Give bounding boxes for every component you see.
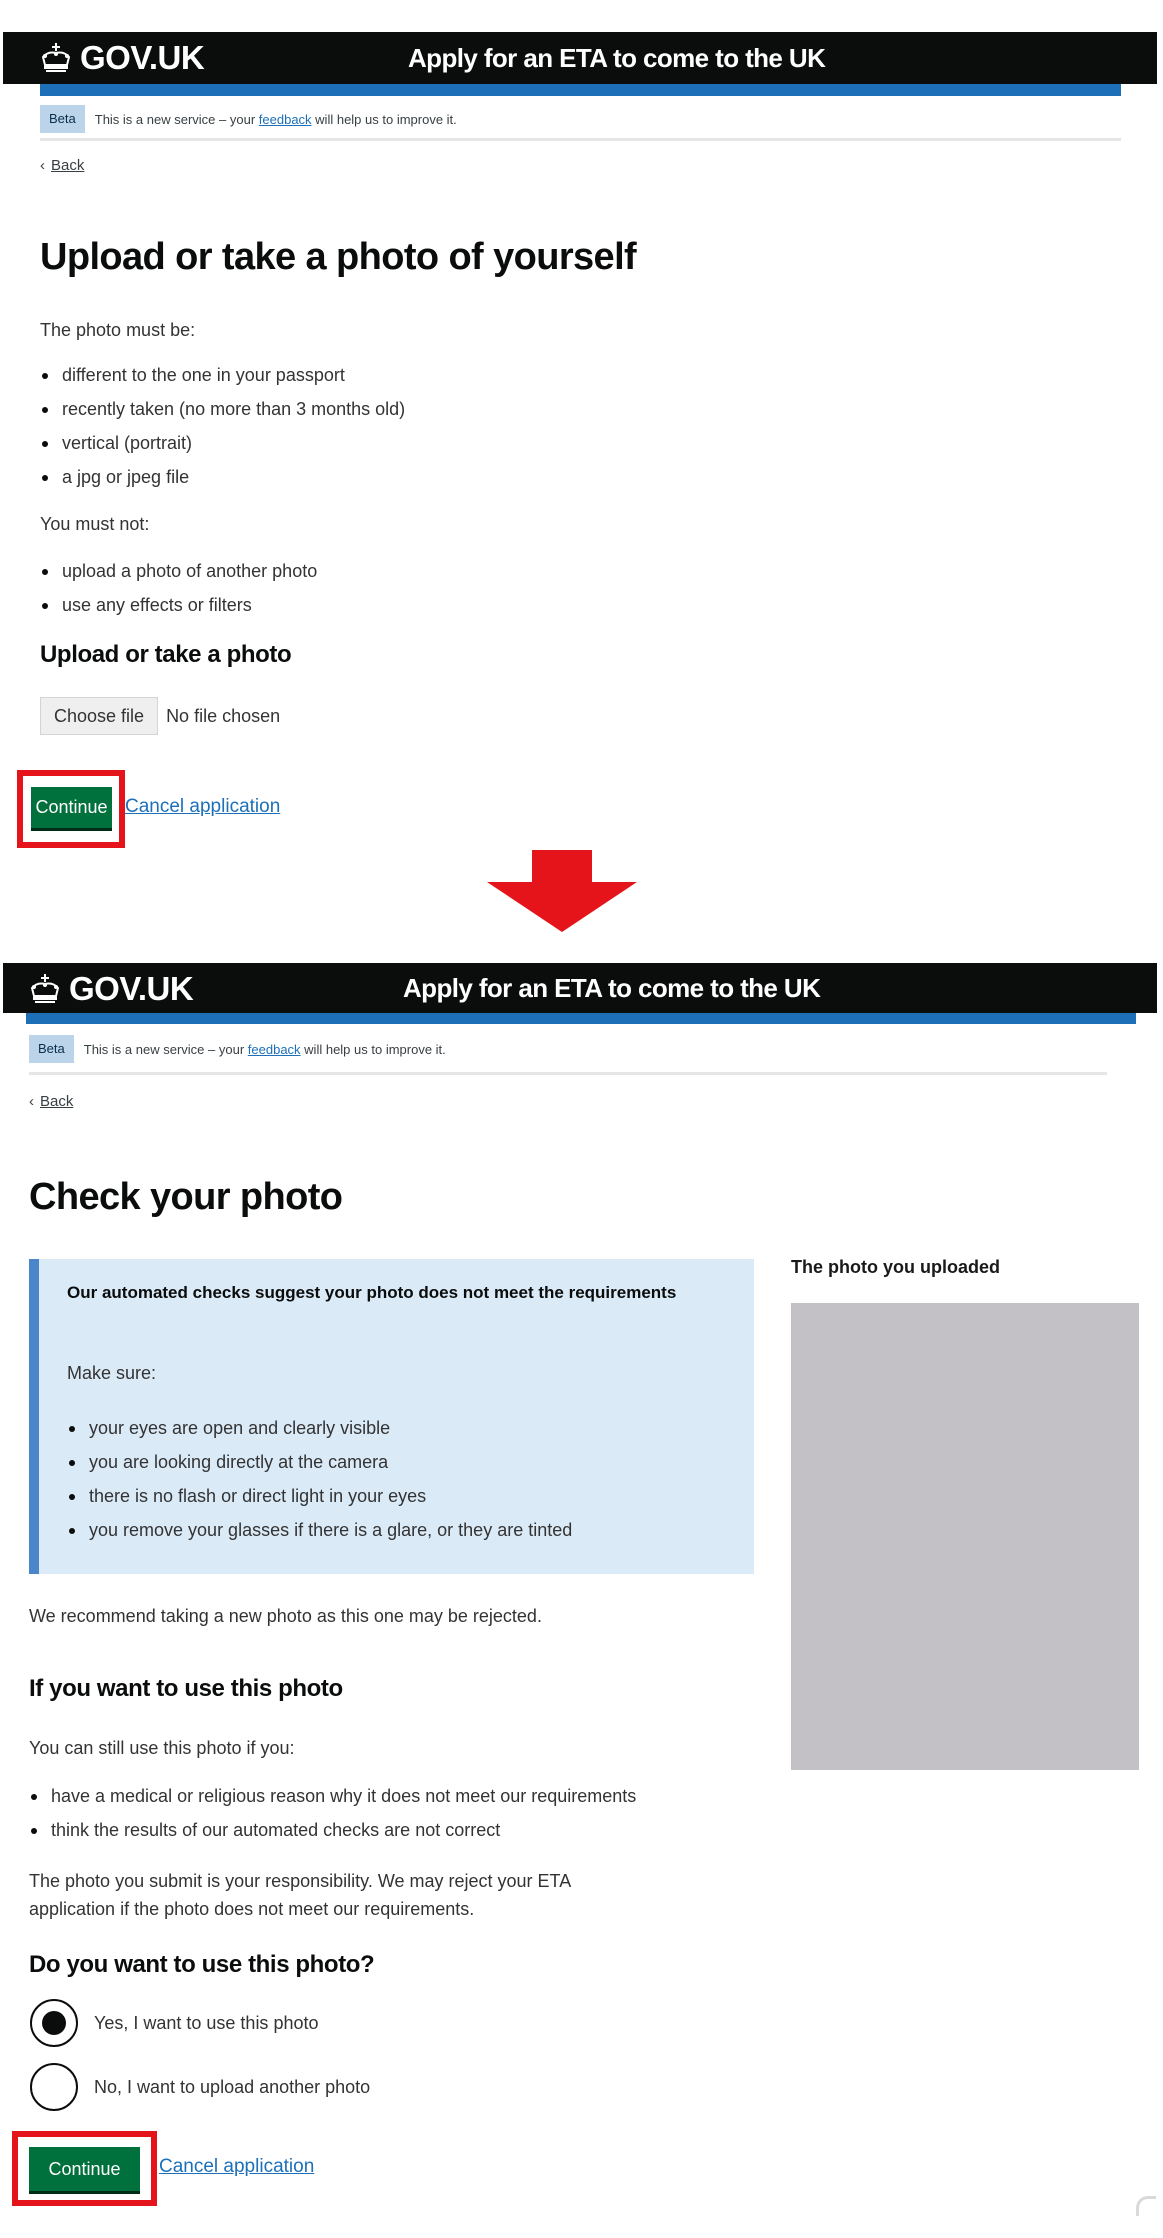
list-item: have a medical or religious reason why it does not meet our requirements <box>29 1784 636 1818</box>
list-item: you are looking directly at the camera <box>67 1450 572 1484</box>
page-title: Upload or take a photo of yourself <box>40 236 637 278</box>
photo-file-input[interactable] <box>40 695 280 737</box>
govuk-logo-link[interactable] <box>29 970 193 1008</box>
chevron-left-icon: ‹ <box>29 1093 34 1110</box>
list-item: you remove your glasses if there is a glare, or they are tinted <box>67 1518 572 1552</box>
logo-text: GOV.UK <box>69 970 194 1007</box>
list-item: there is no flash or direct light in your eyes <box>67 1484 572 1518</box>
list-item: different to the one in your passport <box>40 363 405 397</box>
page-title: Check your photo <box>29 1176 343 1218</box>
list-item: use any effects or filters <box>40 593 317 627</box>
govuk-logo-link[interactable] <box>40 39 204 77</box>
beta-tag: Beta <box>40 105 85 133</box>
photo-label: The photo you uploaded <box>791 1257 1000 1277</box>
continue-button[interactable]: Continue <box>31 787 112 828</box>
use-photo-heading: If you want to use this photo <box>29 1675 343 1702</box>
chevron-left-icon: ‹ <box>40 157 45 174</box>
list-item: your eyes are open and clearly visible <box>67 1416 572 1450</box>
phase-divider <box>40 138 1121 141</box>
list-item: a jpg or jpeg file <box>40 465 405 499</box>
make-sure-list <box>67 1416 572 1552</box>
header-blue-bar <box>26 1013 1136 1024</box>
feedback-link[interactable]: feedback <box>247 1041 301 1057</box>
use-photo-question: Do you want to use this photo? <box>29 1951 375 1978</box>
list-item: vertical (portrait) <box>40 431 405 465</box>
radio-button-checked[interactable] <box>30 1999 78 2047</box>
list-item: think the results of our automated checks are not correct <box>29 1818 636 1852</box>
use-photo-list <box>29 1784 636 1852</box>
cancel-application-link[interactable]: Cancel application <box>125 796 281 817</box>
govuk-header <box>3 963 1157 1013</box>
warning-title: Our automated checks suggest your photo does not meet the requirements <box>67 1283 677 1302</box>
radio-option-yes[interactable] <box>30 1999 318 2047</box>
radio-option-no[interactable] <box>30 2063 370 2111</box>
phase-text-before: This is a new service – your <box>83 1041 245 1057</box>
beta-tag: Beta <box>29 1035 74 1063</box>
phase-text-before: This is a new service – your <box>94 111 256 127</box>
automated-check-warning <box>29 1259 754 1574</box>
list-item: recently taken (no more than 3 months old) <box>40 397 405 431</box>
choose-file-button[interactable]: Choose file <box>40 697 158 735</box>
phase-banner <box>40 104 457 134</box>
responsibility-line-1: The photo you submit is your responsibility. We may reject your ETA <box>29 1871 572 1891</box>
logo-text: GOV.UK <box>80 39 205 76</box>
phase-text-after: will help us to improve it. <box>315 111 457 127</box>
phase-text-after: will help us to improve it. <box>304 1041 446 1057</box>
upload-heading: Upload or take a photo <box>40 641 292 668</box>
header-blue-bar <box>40 84 1121 96</box>
scroll-corner-icon <box>1136 2196 1156 2216</box>
feedback-link[interactable]: feedback <box>258 111 312 127</box>
list-item: upload a photo of another photo <box>40 559 317 593</box>
phase-banner <box>29 1034 446 1064</box>
responsibility-line-2: application if the photo does not meet our requirements. <box>29 1899 475 1919</box>
radio-button-unchecked[interactable] <box>30 2063 78 2111</box>
service-name[interactable]: Apply for an ETA to come to the UK <box>403 973 821 1003</box>
arrow-down-icon <box>487 850 637 932</box>
use-photo-intro: You can still use this photo if you: <box>29 1738 295 1758</box>
recommend-text: We recommend taking a new photo as this one may be rejected. <box>29 1606 542 1626</box>
must-be-intro: The photo must be: <box>40 320 196 340</box>
must-be-list <box>40 363 405 499</box>
crown-icon <box>29 974 61 1004</box>
govuk-header <box>3 32 1157 84</box>
back-link[interactable]: ‹ Back <box>40 157 85 174</box>
radio-label[interactable]: No, I want to upload another photo <box>94 2076 371 2097</box>
uploaded-photo <box>791 1303 1139 1770</box>
radio-label[interactable]: Yes, I want to use this photo <box>94 2012 319 2033</box>
cancel-application-link[interactable]: Cancel application <box>159 2156 315 2177</box>
phase-divider <box>29 1072 1107 1075</box>
back-link[interactable]: ‹ Back <box>29 1093 74 1110</box>
file-status: No file chosen <box>166 705 281 726</box>
crown-icon <box>40 43 72 73</box>
must-not-intro: You must not: <box>40 514 150 534</box>
continue-button[interactable]: Continue <box>29 2147 140 2191</box>
service-name[interactable]: Apply for an ETA to come to the UK <box>408 43 826 73</box>
make-sure-text: Make sure: <box>67 1363 157 1383</box>
must-not-list <box>40 559 317 627</box>
